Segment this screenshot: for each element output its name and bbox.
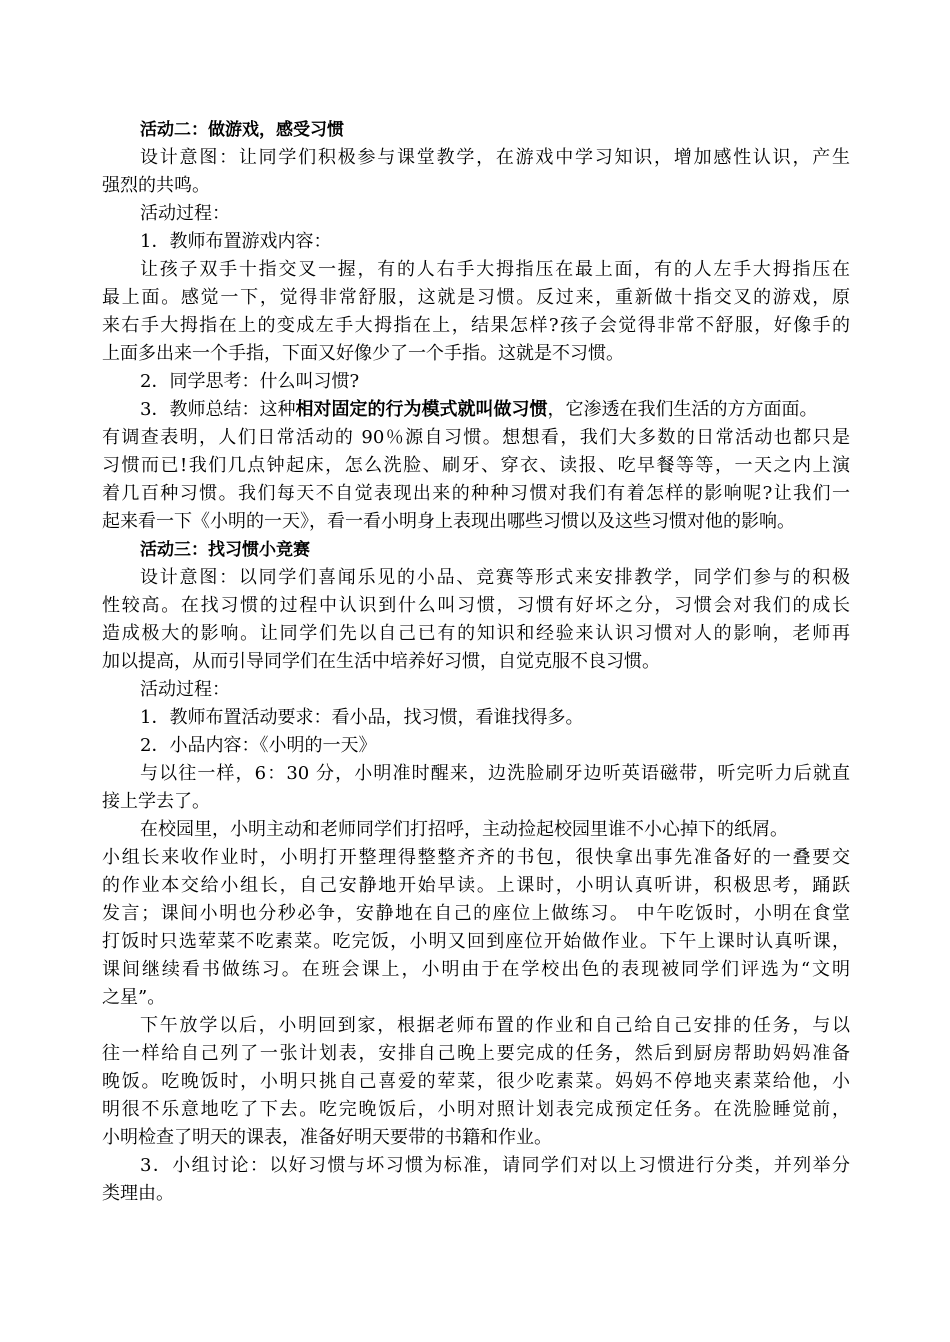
paragraph-line: 1．教师布置游戏内容： xyxy=(140,231,332,252)
paragraph-line: 习惯而已!我们几点钟起床，怎么洗脸、刷牙、穿衣、读报、吃早餐等等，一天之内上演 xyxy=(102,455,850,476)
paragraph-line: 性较高。在找习惯的过程中认识到什么叫习惯，习惯有好坏之分，习惯会对我们的成长 xyxy=(102,595,850,616)
summary-prefix: 3．教师总结：这种 xyxy=(140,399,296,420)
document-page xyxy=(102,116,850,1208)
section-heading: 活动三：找习惯小竞赛 xyxy=(140,540,310,560)
paragraph-line: 2．小品内容：《小明的一天》 xyxy=(140,735,377,756)
paragraph-line: 1．教师布置活动要求：看小品，找习惯，看谁找得多。 xyxy=(140,707,584,728)
paragraph-line: 活动过程： xyxy=(140,679,230,700)
paragraph-line: 往一样给自己列了一张计划表，安排自己晚上要完成的任务，然后到厨房帮助妈妈准备 xyxy=(102,1043,850,1064)
paragraph-line: 强烈的共鸣。 xyxy=(102,175,210,196)
paragraph-line: 2．同学思考：什么叫习惯? xyxy=(140,371,360,392)
paragraph-line: 来右手大拇指在上的变成左手大拇指在上，结果怎样?孩子会觉得非常不舒服，好像手的 xyxy=(102,315,850,336)
paragraph-line: 让孩子双手十指交叉一握，有的人右手大拇指压在最上面，有的人左手大拇指压在 xyxy=(140,259,850,280)
paragraph-line: 设计意图：让同学们积极参与课堂教学，在游戏中学习知识，增加感性认识，产生 xyxy=(140,147,850,168)
paragraph-line: 的作业本交给小组长，自己安静地开始早读。上课时，小明认真听讲，积极思考，踊跃 xyxy=(102,875,850,896)
paragraph-line: 之星”。 xyxy=(102,987,166,1008)
bold-definition: 相对固定的行为模式就叫做习惯 xyxy=(295,399,548,420)
paragraph-line: 课间继续看书做练习。在班会课上，小明由于在学校出色的表现被同学们评选为“文明 xyxy=(102,959,850,980)
paragraph-line: 起来看一下《小明的一天》，看一看小明身上表现出哪些习惯以及这些习惯对他的影响。 xyxy=(102,511,795,532)
paragraph-line: 上面多出来一个手指，下面又好像少了一个手指。这就是不习惯。 xyxy=(102,343,624,364)
paragraph-line: 明很不乐意地吃了下去。吃完晚饭后，小明对照计划表完成预定任务。在洗脸睡觉前， xyxy=(102,1099,850,1120)
paragraph-line: 活动过程： xyxy=(140,203,230,224)
paragraph-line: 接上学去了。 xyxy=(102,791,210,812)
paragraph-line: 打饭时只选荤菜不吃素菜。吃完饭，小明又回到座位开始做作业。下午上课时认真听课， xyxy=(102,931,850,952)
paragraph-line: 与以往一样，6：30 分，小明准时醒来，边洗脸刷牙边听英语磁带，听完听力后就直 xyxy=(140,763,850,784)
paragraph-line: 在校园里，小明主动和老师同学们打招呼，主动捡起校园里谁不小心掉下的纸屑。 xyxy=(140,819,788,840)
paragraph-line: 发言；课间小明也分秒必争，安静地在自己的座位上做练习。 中午吃饭时，小明在食堂 xyxy=(102,903,850,924)
paragraph-line: 加以提高，从而引导同学们在生活中培养好习惯，自觉克服不良习惯。 xyxy=(102,651,660,672)
paragraph-line: 晚饭。吃晚饭时，小明只挑自己喜爱的荤菜，很少吃素菜。妈妈不停地夹素菜给他，小 xyxy=(102,1071,850,1092)
paragraph-line: 3．小组讨论：以好习惯与坏习惯为标准，请同学们对以上习惯进行分类，并列举分 xyxy=(140,1155,850,1176)
paragraph-line: 下午放学以后，小明回到家，根据老师布置的作业和自己给自己安排的任务，与以 xyxy=(140,1015,850,1036)
paragraph-line: 着几百种习惯。我们每天不自觉表现出来的种种习惯对我们有着怎样的影响呢?让我们一 xyxy=(102,483,850,504)
paragraph-line: 有调查表明，人们日常活动的 90％源自习惯。想想看，我们大多数的日常活动也都只是 xyxy=(102,427,850,448)
paragraph-line: 小明检查了明天的课表，准备好明天要带的书籍和作业。 xyxy=(102,1127,552,1148)
paragraph-line: 最上面。感觉一下，觉得非常舒服，这就是习惯。反过来，重新做十指交叉的游戏，原 xyxy=(102,287,850,308)
section-heading: 活动二：做游戏，感受习惯 xyxy=(140,120,344,140)
paragraph-line: 类理由。 xyxy=(102,1183,174,1204)
paragraph-line: 小组长来收作业时，小明打开整理得整整齐齐的书包，很快拿出事先准备好的一叠要交 xyxy=(102,847,850,868)
paragraph-line: 设计意图：以同学们喜闻乐见的小品、竞赛等形式来安排教学，同学们参与的积极 xyxy=(140,567,850,588)
paragraph-line: 造成极大的影响。让同学们先以自己已有的知识和经验来认识习惯对人的影响，老师再 xyxy=(102,623,850,644)
summary-suffix: ，它渗透在我们生活的方方面面。 xyxy=(547,399,818,420)
paragraph-line-mixed xyxy=(102,396,850,424)
